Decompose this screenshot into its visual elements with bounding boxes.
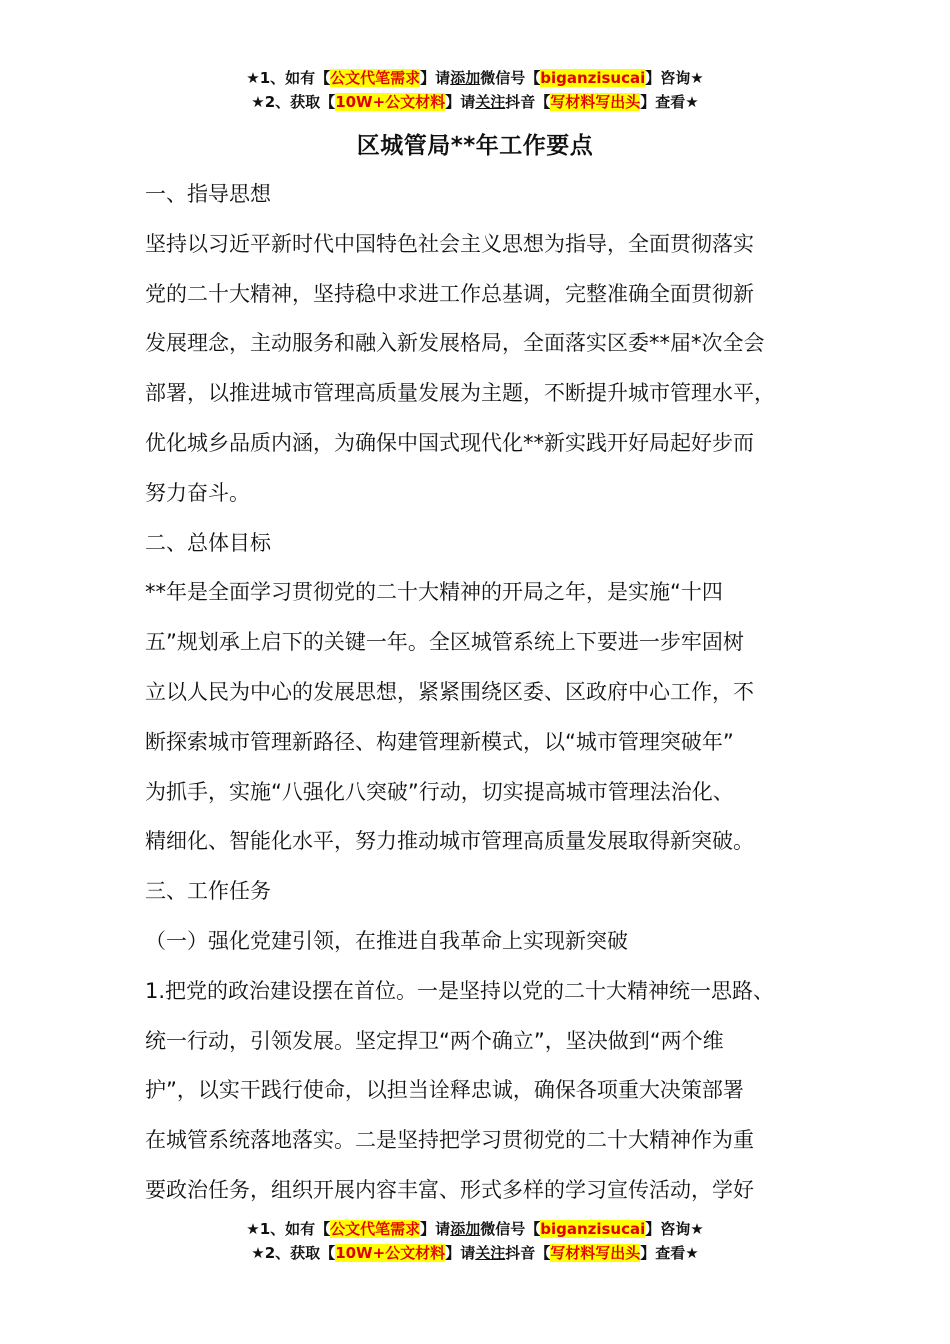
paragraph-line: 发展理念，主动服务和融入新发展格局，全面落实区委**届*次全会 bbox=[145, 331, 765, 356]
paragraph-line: **年是全面学习贯彻党的二十大精神的开局之年，是实施“十四 bbox=[145, 580, 723, 605]
highlight-text: biganzisucai bbox=[540, 69, 646, 87]
highlight-text: 10W+公文材料 bbox=[335, 1244, 446, 1262]
highlight-text: 10W+公文材料 bbox=[335, 93, 446, 111]
paragraph-line: 断探索城市管理新路径、构建管理新模式，以“城市管理突破年” bbox=[145, 729, 734, 754]
banner-text: 】请 bbox=[445, 93, 476, 111]
subsection-heading: （一）强化党建引领，在推进自我革命上实现新突破 bbox=[145, 928, 628, 953]
banner-text: 抖音【 bbox=[505, 93, 551, 111]
highlight-text: 公文代笔需求 bbox=[330, 69, 421, 87]
paragraph-line: 在城管系统落地落实。二是坚持把学习贯彻党的二十大精神作为重 bbox=[145, 1128, 754, 1153]
underlined-text: 添加 bbox=[450, 69, 481, 87]
banner-text: 】查看★ bbox=[640, 93, 699, 111]
banner-text: 】请 bbox=[420, 1220, 451, 1238]
section-heading: 二、总体目标 bbox=[145, 530, 271, 555]
highlight-text: 公文代笔需求 bbox=[330, 1220, 421, 1238]
banner-text: 微信号【 bbox=[480, 1220, 541, 1238]
paragraph-line: 立以人民为中心的发展思想，紧紧围绕区委、区政府中心工作，不 bbox=[145, 679, 754, 704]
paragraph-line: 精细化、智能化水平，努力推动城市管理高质量发展取得新突破。 bbox=[145, 829, 754, 854]
banner-text: 】请 bbox=[420, 69, 451, 87]
paragraph-line: 五”规划承上启下的关键一年。全区城管系统上下要进一步牢固树 bbox=[145, 630, 744, 655]
header-banner bbox=[0, 66, 950, 114]
banner-line-1 bbox=[0, 66, 950, 90]
underlined-text: 添加 bbox=[450, 1220, 481, 1238]
underlined-text: 关注 bbox=[475, 93, 506, 111]
highlight-text: 写材料写出头 bbox=[550, 93, 641, 111]
highlight-text: biganzisucai bbox=[540, 1220, 646, 1238]
banner-text: ★2、获取【 bbox=[251, 1244, 336, 1262]
banner-text: 】咨询★ bbox=[645, 1220, 704, 1238]
document-body bbox=[145, 170, 815, 1216]
banner-line-2 bbox=[0, 90, 950, 114]
paragraph-line: 努力奋斗。 bbox=[145, 480, 250, 505]
banner-text: ★2、获取【 bbox=[251, 93, 336, 111]
paragraph-line: 要政治任务，组织开展内容丰富、形式多样的学习宣传活动，学好 bbox=[145, 1177, 754, 1202]
paragraph-line: 优化城乡品质内涵，为确保中国式现代化**新实践开好局起好步而 bbox=[145, 430, 754, 455]
banner-text: 抖音【 bbox=[505, 1244, 551, 1262]
paragraph-line: 1.把党的政治建设摆在首位。一是坚持以党的二十大精神统一思路、 bbox=[145, 978, 775, 1003]
banner-text: 】请 bbox=[445, 1244, 476, 1262]
banner-text: ★1、如有【 bbox=[246, 69, 331, 87]
banner-text: 】查看★ bbox=[640, 1244, 699, 1262]
banner-line-2 bbox=[0, 1241, 950, 1265]
paragraph-line: 统一行动，引领发展。坚定捍卫“两个确立”，坚决做到“两个维 bbox=[145, 1028, 724, 1053]
banner-line-1 bbox=[0, 1217, 950, 1241]
banner-text: 】咨询★ bbox=[645, 69, 704, 87]
paragraph-line: 护”，以实干践行使命，以担当诠释忠诚，确保各项重大决策部署 bbox=[145, 1078, 744, 1103]
paragraph-line: 坚持以习近平新时代中国特色社会主义思想为指导，全面贯彻落实 bbox=[145, 231, 754, 256]
footer-banner bbox=[0, 1217, 950, 1265]
paragraph-line: 部署，以推进城市管理高质量发展为主题，不断提升城市管理水平， bbox=[145, 381, 775, 406]
underlined-text: 关注 bbox=[475, 1244, 506, 1262]
page-title: 区城管局**年工作要点 bbox=[356, 133, 594, 159]
banner-text: 微信号【 bbox=[480, 69, 541, 87]
section-heading: 一、指导思想 bbox=[145, 182, 271, 206]
banner-text: ★1、如有【 bbox=[246, 1220, 331, 1238]
paragraph-line: 党的二十大精神，坚持稳中求进工作总基调，完整准确全面贯彻新 bbox=[145, 281, 754, 306]
paragraph-line: 为抓手，实施“八强化八突破”行动，切实提高城市管理法治化、 bbox=[145, 779, 734, 804]
section-heading: 三、工作任务 bbox=[145, 879, 271, 904]
highlight-text: 写材料写出头 bbox=[550, 1244, 641, 1262]
